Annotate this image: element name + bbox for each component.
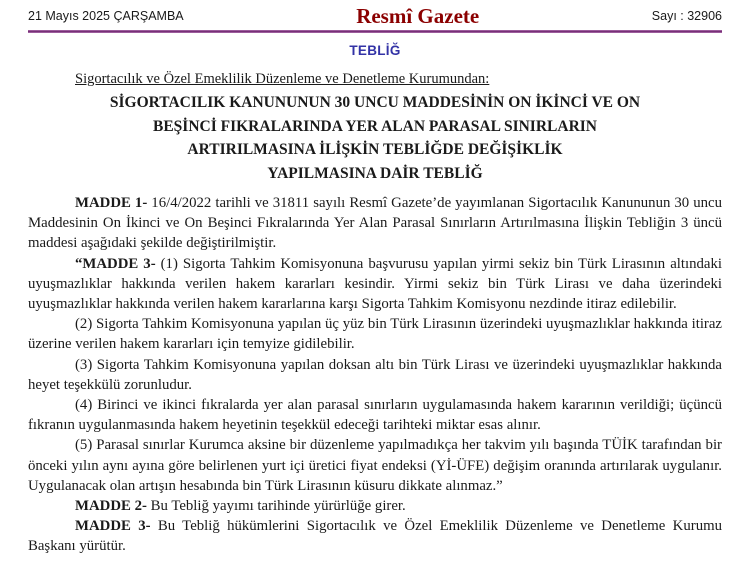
paragraph-madde-3-yurutme bbox=[28, 516, 722, 556]
article-number: “MADDE 3- bbox=[75, 255, 156, 272]
paragraph-text: 16/4/2022 tarihli ve 31811 sayılı Resmî Gazete’de yayımlanan Sigortacılık Kanununun 30 uncu Maddesinin On İkinci ve On Beşinci Fıkralarında Yer Alan Parasal Sınırların Artırılmasına İlişkin Tebliğin 3 üncü maddesi aşağıdaki şekilde değiştirilmiştir. bbox=[28, 195, 723, 252]
paragraph-text: (5) Parasal sınırlar Kurumca aksine bir düzenleme yapılmadıkça her takvim yılı başında TÜİK tarafından bir önceki yılın aynı ayına göre belirlenen yurt içi üretici fiyat endeksi (Yİ-ÜFE) değişim oranında artırılarak uygulanır. Uygulanacak olan artışın hesabında bin Türk Lirasının küsuru dikkate alınmaz.” bbox=[28, 437, 722, 494]
article-number: MADDE 2- bbox=[75, 498, 147, 515]
paragraph-fikra-2 bbox=[28, 314, 722, 354]
section-label: TEBLİĞ bbox=[349, 43, 401, 58]
document-title-line: SİGORTACILIK KANUNUNUN 30 UNCU MADDESİNİN ON İKİNCİ VE ON bbox=[109, 94, 641, 111]
paragraph-text: (2) Sigorta Tahkim Komisyonuna yapılan üç yüz bin Türk Lirasının üzerindeki uyuşmazlıklar hakkında itiraz üzerine verilen hakem kararları için temyize gidilebilir. bbox=[28, 316, 722, 353]
paragraph-fikra-3 bbox=[28, 355, 722, 395]
gazette-date: 21 Mayıs 2025 ÇARŞAMBA bbox=[28, 9, 184, 23]
paragraph-text: Bu Tebliğ yayımı tarihinde yürürlüğe girer. bbox=[146, 498, 406, 515]
paragraph-text: Bu Tebliğ hükümlerini Sigortacılık ve Özel Emeklilik Düzenleme ve Denetleme Kurumu Başkanı yürütür. bbox=[28, 518, 723, 555]
document-title-line: YAPILMASINA DAİR TEBLİĞ bbox=[267, 164, 483, 182]
paragraph-text: (3) Sigorta Tahkim Komisyonuna yapılan doksan altı bin Türk Lirası ve üzerindeki uyuşmazlıklar hakkında heyet teşekkülü zorunludur. bbox=[28, 356, 722, 393]
paragraph-fikra-5 bbox=[28, 435, 722, 496]
paragraph-text: (4) Birinci ve ikinci fıkralarda yer alan parasal sınırların uygulamasında hakem kararının verildiği; üçüncü fıkranın uygulanmasında hakem heyetinin teşekkül edeceği tarihteki miktar esas alınır. bbox=[28, 397, 722, 434]
masthead bbox=[28, 0, 722, 27]
issuing-authority-line bbox=[28, 71, 722, 88]
issuing-authority-text: Sigortacılık ve Özel Emeklilik Düzenleme ve Denetleme Kurumundan: bbox=[75, 71, 490, 87]
paragraph-madde-2 bbox=[28, 496, 722, 516]
paragraph-text: (1) Sigorta Tahkim Komisyonuna başvurusu yapılan yirmi sekiz bin Türk Lirasının altındaki uyuşmazlıklar hakkında verilen hakem kararları kesindir. Yirmi sekiz bin Türk Lirası ve daha üzerindeki uyuşmazlıklar hakkında verilen hakem kararlarına karşı Sigorta Tahkim Komisyonu nezdinde itiraz edilebilir. bbox=[28, 255, 722, 313]
article-body bbox=[28, 193, 722, 557]
masthead-divider bbox=[28, 30, 722, 33]
article-number: MADDE 3- bbox=[75, 518, 151, 535]
article-number: MADDE 1- bbox=[75, 195, 148, 211]
document-title bbox=[60, 91, 690, 185]
paragraph-madde-3-fikra-1 bbox=[28, 254, 722, 315]
issue-number: Sayı : 32906 bbox=[651, 9, 722, 23]
gazette-title: Resmî Gazete bbox=[356, 4, 480, 28]
paragraph-fikra-4 bbox=[28, 395, 722, 435]
paragraph-madde-1 bbox=[28, 193, 722, 254]
document-title-line: ARTIRILMASINA İLİŞKİN TEBLİĞDE DEĞİŞİKLİK bbox=[187, 141, 563, 158]
document-title-line: BEŞİNCİ FIKRALARINDA YER ALAN PARASAL SINIRLARIN bbox=[153, 117, 597, 135]
